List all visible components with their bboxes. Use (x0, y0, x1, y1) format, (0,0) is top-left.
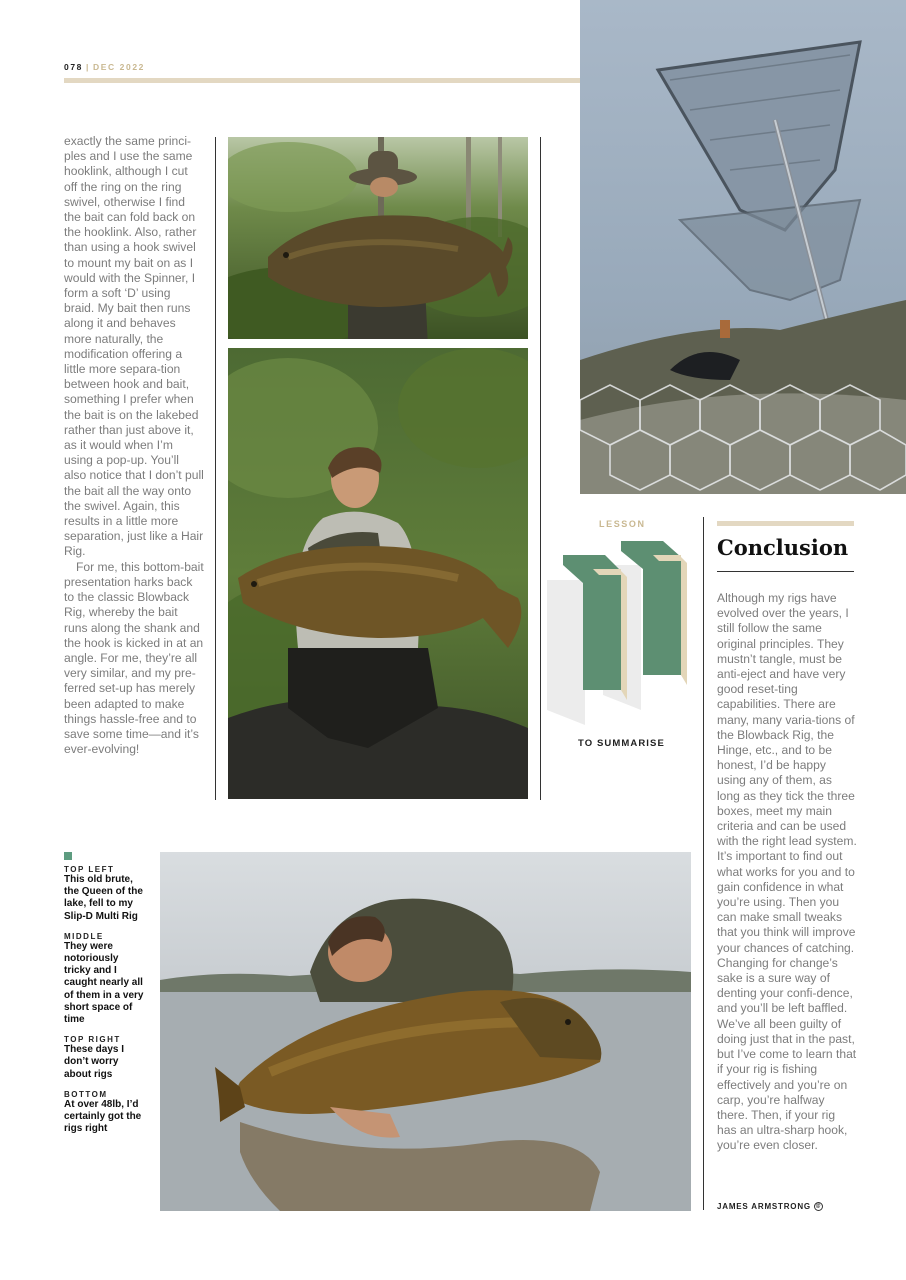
body-paragraph-1: exactly the same princi-ples and I use the same hooklink, although I cut off the ring on the ring swivel, otherwise I find the bait can fold back on the hooklink. Also, rather than using a hook swivel to mount my bait on as I would with the Spinner, I form a soft ‘D’ using braid. My bait then runs along it and behaves more naturally, the modification offering a little more separa-tion between hook and bait, something I prefer when the bait is on the lakebed rather than just above it, as it would when I’m using a pop-up. You’ll also notice that I don’t pull the bait all the way onto the swivel. Again, this results in a little more separation, just like a Hair Rig. (64, 134, 204, 559)
photo-top-right (580, 0, 906, 494)
lesson-subtitle: TO SUMMARISE (578, 738, 665, 749)
conclusion-title: Conclusion (717, 535, 849, 560)
issue-date: DEC 2022 (92, 62, 145, 72)
photo-bottom (160, 852, 691, 1211)
caption-text: At over 48lb, I’d certainly got the rigs right (64, 1098, 142, 1135)
caption-heading: TOP RIGHT (64, 1035, 121, 1045)
folio-separator: | (85, 62, 90, 72)
page-number: 078 (64, 62, 83, 72)
end-mark-icon: @ (815, 1203, 822, 1210)
caption-text: They were notoriously tricky and I caught nearly all of them in a very short space of time (64, 940, 144, 1026)
byline (717, 1202, 823, 1211)
lesson-number-graphic (545, 535, 695, 735)
caption-text: This old brute, the Queen of the lake, fell to my Slip-D Multi Rig (64, 874, 143, 922)
conclusion-body (717, 591, 857, 1154)
column-divider-left (215, 137, 216, 800)
photo-captions (64, 852, 144, 1144)
page-folio (64, 62, 145, 72)
lesson-label: LESSON (599, 519, 646, 529)
caption-heading: MIDDLE (64, 931, 104, 941)
photo-top-left (228, 137, 528, 339)
conclusion-top-rule (717, 521, 854, 526)
caption-text: These days I don’t worry about rigs (64, 1044, 125, 1080)
header-rule (64, 78, 580, 83)
conclusion-title-rule (717, 571, 854, 572)
caption-heading: TOP LEFT (64, 865, 115, 874)
photo-middle (228, 348, 528, 799)
conclusion-paragraph: Although my rigs have evolved over the years, I still follow the same original principles. They mustn’t tangle, must be anti-eject and have very good reset-ting capabilities. There are many, many varia-tions of the Blowback Rig, the Hinge, etc., and to be honest, I’d be happy using any of them, as long as they tick the three boxes, meet my main criteria and can be used with the right lead system. It’s important to find out what works for you and to gain confidence in what you’re using. Then you can make small tweaks that you think will improve your chances of catching. Changing for change’s sake is a sure way of denting your confi-dence, and you’ll be left baffled. We’ve all been guilty of doing just that in the past, but I’ve come to learn that if your rig is fishing effectively and you’re on carp, you’re halfway there. Then, if your rig has an ultra-sharp hook, you’re even closer. (717, 591, 857, 1153)
body-column-left (64, 134, 204, 757)
body-paragraph-2: For me, this bottom-bait presentation harks back to the classic Blowback Rig, whereby the bait runs along the shank and the hook is kicked in at an angle. For me, they’re all very similar, and my pre-ferred set-up has merely been adapted to make things hassle-free and to save some time—and it’s ever-evolving! (64, 559, 204, 757)
column-divider-right (703, 517, 704, 1210)
caption-heading: BOTTOM (64, 1089, 108, 1099)
caption-marker-icon (64, 852, 72, 860)
column-divider-middle (540, 137, 541, 800)
author-name: JAMES ARMSTRONG (717, 1202, 811, 1211)
